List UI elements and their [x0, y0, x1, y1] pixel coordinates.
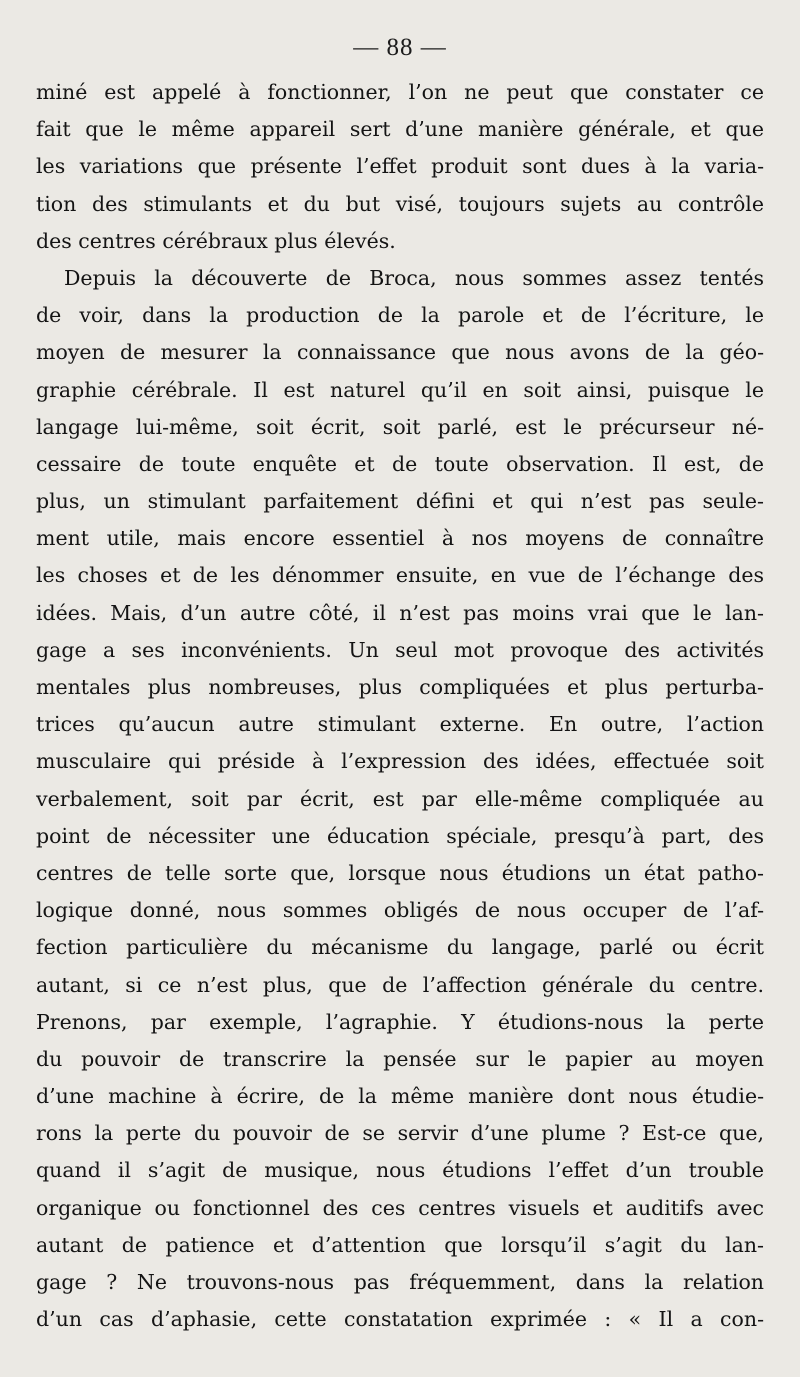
- text-line: Depuis la découverte de Broca, nous sommes assez tentés: [64, 265, 764, 290]
- text-line: plus, un stimulant parfaitement défini et qui n’est pas seule-: [36, 489, 764, 514]
- text-line: quand il s’agit de musique, nous étudions l’effet d’un trouble: [36, 1158, 764, 1183]
- text-line: ment utile, mais encore essentiel à nos moyens de connaître: [36, 526, 764, 551]
- text-line: les variations que présente l’effet produit sont dues à la varia-: [36, 154, 764, 179]
- body-text: [36, 74, 764, 1338]
- text-line: du pouvoir de transcrire la pensée sur le papier au moyen: [36, 1046, 764, 1071]
- text-line: idées. Mais, d’un autre côté, il n’est pas moins vrai que le lan-: [36, 600, 764, 625]
- text-line: mentales plus nombreuses, plus compliquées et plus perturba-: [36, 675, 764, 699]
- text-line: d’un cas d’aphasie, cette constatation exprimée : « Il a con-: [36, 1307, 764, 1332]
- text-line: de voir, dans la production de la parole et de l’écriture, le: [36, 303, 764, 328]
- page-number: — 88 —: [353, 34, 447, 61]
- text-line: langage lui-même, soit écrit, soit parlé, est le précurseur né-: [36, 414, 764, 439]
- text-line: musculaire qui préside à l’expression des idées, effectuée soit: [36, 749, 764, 774]
- text-line: miné est appelé à fonctionner, l’on ne peut que constater ce: [36, 80, 764, 104]
- text-line: Prenons, par exemple, l’agraphie. Y étudions-nous la perte: [36, 1009, 764, 1034]
- text-line: les choses et de les dénommer ensuite, en vue de l’échange des: [36, 563, 764, 588]
- text-line: gage ? Ne trouvons-nous pas fréquemment, dans la relation: [36, 1270, 764, 1294]
- text-line: organique ou fonctionnel des ces centres visuels et auditifs avec: [36, 1195, 764, 1220]
- text-line: moyen de mesurer la connaissance que nous avons de la géo-: [36, 340, 764, 365]
- text-line: fait que le même appareil sert d’une manière générale, et que: [36, 117, 764, 142]
- text-line: centres de telle sorte que, lorsque nous étudions un état patho-: [36, 860, 764, 885]
- text-line: autant, si ce n’est plus, que de l’affection générale du centre.: [36, 972, 764, 997]
- text-line: trices qu’aucun autre stimulant externe. En outre, l’action: [36, 712, 764, 737]
- text-line: fection particulière du mécanisme du langage, parlé ou écrit: [36, 935, 764, 960]
- text-line: cessaire de toute enquête et de toute observation. Il est, de: [36, 451, 764, 476]
- text-line: point de nécessiter une éducation spéciale, presqu’à part, des: [36, 823, 764, 848]
- text-line: gage a ses inconvénients. Un seul mot provoque des activités: [36, 637, 764, 662]
- text-line: d’une machine à écrire, de la même manière dont nous étudie-: [36, 1084, 764, 1109]
- text-line: graphie cérébrale. Il est naturel qu’il en soit ainsi, puisque le: [36, 377, 764, 402]
- text-line: rons la perte du pouvoir de se servir d’une plume ? Est-ce que,: [36, 1121, 764, 1146]
- text-line: des centres cérébraux plus élevés.: [36, 228, 396, 253]
- text-line: autant de patience et d’attention que lorsqu’il s’agit du lan-: [36, 1232, 764, 1257]
- text-line: verbalement, soit par écrit, est par elle-même compliquée au: [36, 786, 764, 811]
- text-line: logique donné, nous sommes obligés de nous occuper de l’af-: [36, 898, 764, 923]
- text-line: tion des stimulants et du but visé, toujours sujets au contrôle: [36, 191, 764, 216]
